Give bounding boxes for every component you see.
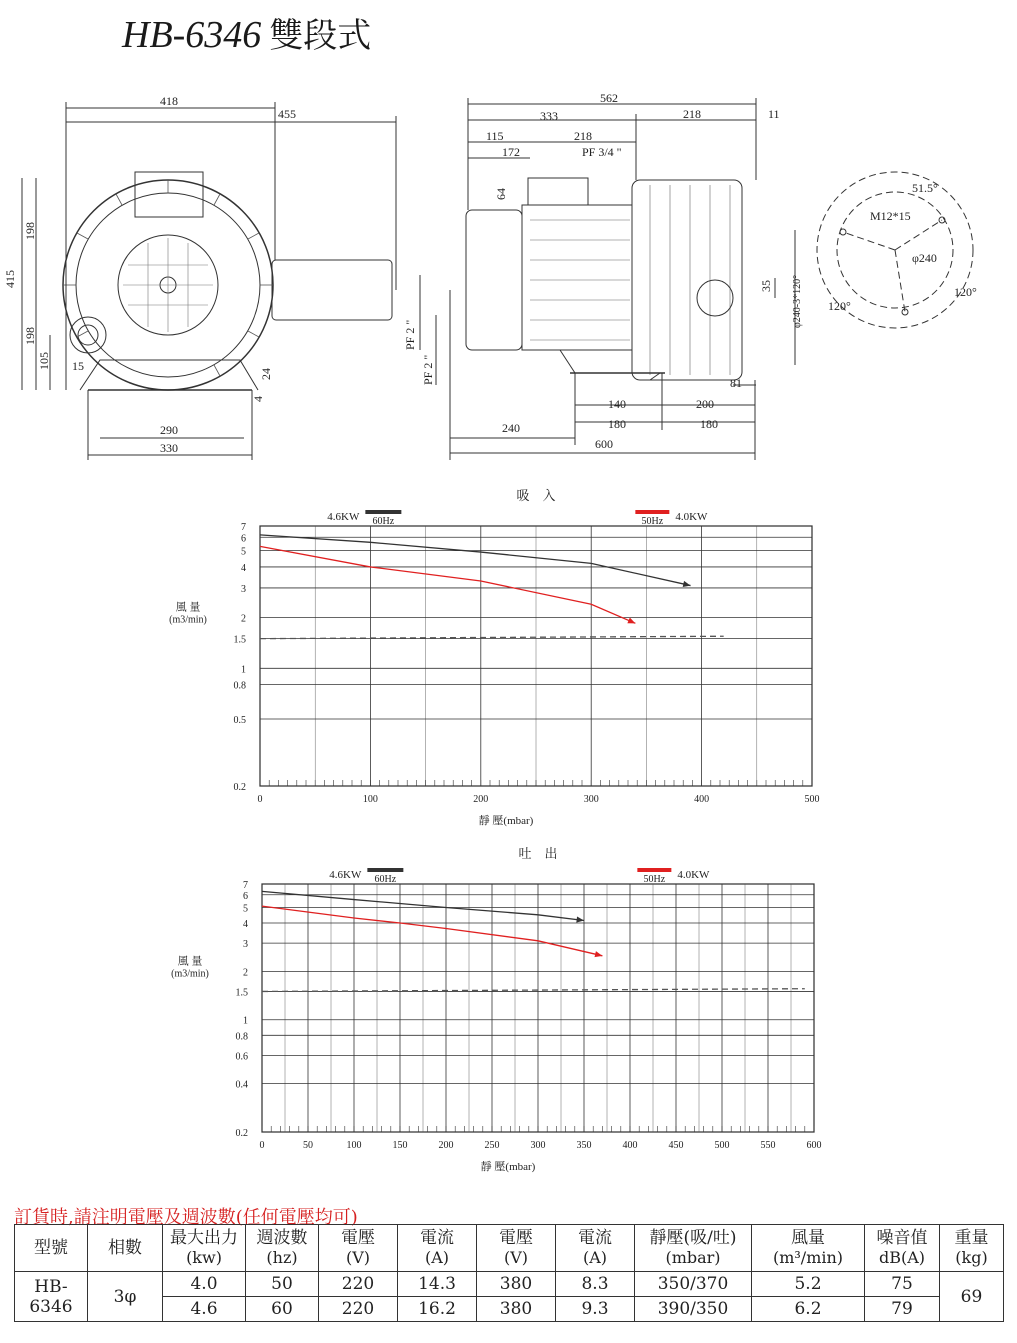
th-current-1: 電流 (A) [398,1225,477,1272]
dim-front-0: 418 [160,94,178,108]
cell-r1-c8: 79 [865,1297,940,1322]
dim-side-1: 333 [540,109,558,123]
cell-model: HB-6346 [15,1272,88,1322]
th-voltage-2: 電壓 (V) [477,1225,556,1272]
dim-side-2: 218 [683,107,701,121]
dim-front-8: 330 [160,441,178,455]
dim-side-14: 200 [696,397,714,411]
order-note: 訂貨時,請注明電壓及週波數(任何電壓均可) [14,1207,358,1228]
y-tick-label: 5 [241,546,246,558]
dim-front-1: 455 [278,107,296,121]
cell-r0-c5: 8.3 [556,1272,635,1297]
x-tick-label: 100 [362,794,378,805]
cell-r0-c4: 380 [477,1272,556,1297]
discharge-chart-svg [150,842,850,1187]
dim-side-15: 180 [608,417,626,431]
y-tick-label: 4 [243,919,248,931]
x-tick-label: 400 [694,794,710,805]
y-tick-label: 1.5 [233,634,246,646]
dim-front-10: 4 [251,396,265,402]
cell-r1-c4: 380 [477,1297,556,1322]
th-phase: 相數 [88,1225,163,1272]
y-axis-unit: (m3/min) [169,614,207,626]
y-tick-label: 7 [243,880,248,891]
th-current-2: 電流 (A) [556,1225,635,1272]
y-tick-label: 0.6 [235,1051,248,1063]
legend-freq-50hz: 50Hz [643,874,666,885]
x-tick-label: 150 [392,1140,408,1151]
th-weight: 重量 (kg) [940,1225,1004,1272]
y-tick-label: 0.2 [235,1128,248,1139]
cell-r0-c2: 220 [319,1272,398,1297]
cell-r1-c0: 4.6 [163,1297,246,1322]
cell-r1-c1: 60 [246,1297,319,1322]
dim-side-18: 600 [595,437,613,451]
y-tick-label: 0.8 [233,680,246,692]
y-tick-label: 2 [241,613,246,625]
dim-front-4: 198 [23,327,37,345]
dimension-drawing [0,60,1017,480]
cell-r1-c6: 390/350 [635,1297,752,1322]
dim-side-4: 115 [486,129,504,143]
table-row [15,1272,1004,1297]
cell-r1-c5: 9.3 [556,1297,635,1322]
x-tick-label: 0 [259,1140,265,1151]
dim-flange-3: φ240-3*120° [792,274,803,328]
dim-flange-2: φ240 [912,251,937,265]
x-tick-label: 600 [806,1140,822,1151]
x-axis-label: 靜 壓(mbar) [478,815,534,827]
cell-r0-c6: 350/370 [635,1272,752,1297]
dim-flange-4: 120° [828,299,851,313]
th-voltage-1: 電壓 (V) [319,1225,398,1272]
dim-side-16: 180 [700,417,718,431]
cell-r0-c1: 50 [246,1272,319,1297]
y-tick-label: 3 [241,583,246,595]
legend-power-50hz: 4.0KW [675,511,708,523]
y-axis-unit: (m3/min) [171,968,209,980]
dim-side-17: 240 [502,421,520,435]
x-tick-label: 450 [668,1140,684,1151]
cell-r0-c0: 4.0 [163,1272,246,1297]
legend-power-60hz: 4.6KW [327,511,360,523]
dim-side-9: PF 2 " [403,319,417,350]
y-tick-label: 6 [241,533,246,545]
dim-side-10: PF 2 " [421,354,435,385]
y-tick-label: 1.5 [235,987,248,999]
spec-header-row [15,1225,1004,1272]
y-tick-label: 1 [243,1015,248,1027]
dim-front-5: 105 [37,352,51,370]
cell-r0-c8: 75 [865,1272,940,1297]
x-tick-label: 50 [303,1140,313,1151]
dim-front-6: 15 [72,359,84,373]
chart-title: 吐 出 [518,846,558,861]
dim-front-2: 415 [3,270,17,288]
dim-side-13: 140 [608,397,626,411]
legend-power-60hz: 4.6KW [329,869,362,881]
x-axis-label: 靜 壓(mbar) [480,1161,536,1173]
dim-side-7: PF 3/4 " [582,145,622,159]
y-tick-label: 7 [241,522,246,533]
dim-side-3: 11 [768,107,780,121]
spec-table [14,1224,1004,1322]
page-title [122,8,371,57]
x-tick-label: 350 [576,1140,592,1151]
dim-side-8: 64 [494,188,508,200]
legend-freq-60hz: 60Hz [374,874,397,885]
y-tick-label: 4 [241,562,246,574]
cell-r0-c3: 14.3 [398,1272,477,1297]
cell-r1-c3: 16.2 [398,1297,477,1322]
dim-front-9: 24 [259,368,273,380]
x-tick-label: 200 [473,794,489,805]
reference-line [262,989,805,992]
th-freq: 週波數 (hz) [246,1225,319,1272]
cell-r1-c7: 6.2 [752,1297,865,1322]
series-arrowhead [683,581,691,587]
y-tick-label: 0.8 [235,1031,248,1043]
chart-title: 吸 入 [516,488,556,503]
legend-power-50hz: 4.0KW [677,869,710,881]
th-model: 型號 [15,1225,88,1272]
cell-phase: 3φ [88,1272,163,1322]
th-noise: 噪音值 dB(A) [865,1225,940,1272]
x-tick-label: 250 [484,1140,500,1151]
table-row [15,1297,1004,1322]
dim-side-11: 35 [759,280,773,292]
dim-side-0: 562 [600,91,618,105]
th-pressure: 靜壓(吸/吐) (mbar) [635,1225,752,1272]
x-tick-label: 300 [530,1140,546,1151]
x-tick-label: 550 [760,1140,776,1151]
dim-flange-0: 51.5° [912,181,938,195]
y-tick-label: 5 [243,903,248,915]
cell-r1-c2: 220 [319,1297,398,1322]
th-airflow: 風量 (m³/min) [752,1225,865,1272]
y-tick-label: 0.4 [235,1079,248,1091]
model-name: HB-6346 [122,14,262,56]
discharge-chart [150,842,850,1187]
model-type: 雙段式 [269,16,372,56]
legend-freq-50hz: 50Hz [641,516,664,527]
y-tick-label: 2 [243,967,248,979]
th-power: 最大出力 (kw) [163,1225,246,1272]
dim-flange-1: M12*15 [870,209,911,223]
y-tick-label: 0.2 [233,782,246,793]
dim-side-5: 218 [574,129,592,143]
dim-side-6: 172 [502,145,520,159]
y-tick-label: 1 [241,664,246,676]
x-tick-label: 500 [714,1140,730,1151]
y-axis-label: 風 量 [175,601,201,614]
series-line [260,546,635,623]
x-tick-label: 500 [804,794,820,805]
x-tick-label: 400 [622,1140,638,1151]
dim-front-3: 198 [23,222,37,240]
dim-flange-5: 120° [954,285,977,299]
dim-front-7: 290 [160,423,178,437]
x-tick-label: 300 [583,794,599,805]
y-tick-label: 6 [243,890,248,902]
dim-side-12: 81 [730,376,742,390]
suction-chart [150,484,850,834]
series-arrowhead [595,951,603,957]
suction-chart-svg [150,484,850,834]
y-axis-label: 風 量 [177,955,203,968]
y-tick-label: 3 [243,939,248,951]
x-tick-label: 100 [346,1140,362,1151]
cell-r0-c7: 5.2 [752,1272,865,1297]
x-tick-label: 200 [438,1140,454,1151]
cell-weight: 69 [940,1272,1004,1322]
series-line [260,535,691,586]
legend-freq-60hz: 60Hz [372,516,395,527]
series-arrowhead [576,916,584,922]
front-view [22,102,396,460]
x-tick-label: 0 [257,794,263,805]
y-tick-label: 0.5 [233,714,246,726]
series-line [262,906,602,956]
